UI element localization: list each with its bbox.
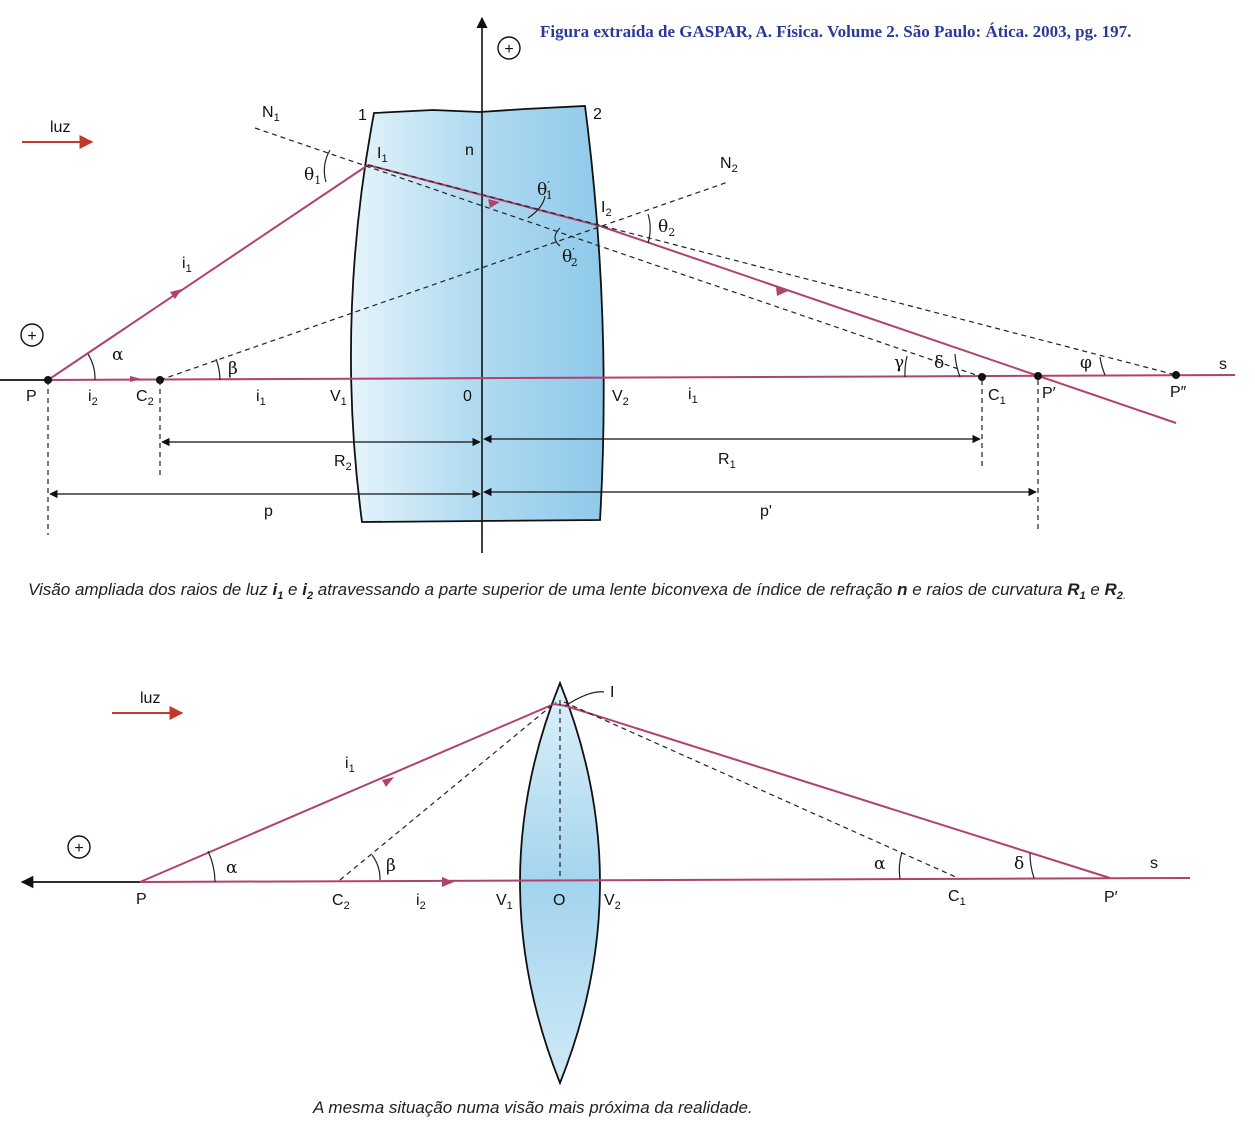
top-label-theta1prime: θ′ 1 <box>537 179 553 202</box>
top-point-c1 <box>978 373 986 381</box>
bottom-label-v1: $V_1$ <box>496 892 513 912</box>
svg-text:+: + <box>74 840 84 857</box>
top-arc-beta <box>216 359 220 380</box>
top-arc-phi <box>1100 357 1105 375</box>
top-label-phi: φ <box>1080 353 1092 373</box>
bottom-label-delta: δ <box>1014 854 1025 874</box>
bottom-ray-incident <box>140 704 554 882</box>
top-point-pprime <box>1034 372 1042 380</box>
top-label-n: n <box>465 142 474 159</box>
top-label-theta2: $\theta_2$ <box>658 217 676 239</box>
bottom-axis-arrow <box>442 877 454 887</box>
bottom-label-alpha-right: α <box>874 854 886 874</box>
bottom-arc-alpha <box>208 851 215 882</box>
top-label-face2: 2 <box>593 106 602 123</box>
top-label-ray-i1: $i_1$ <box>182 255 192 275</box>
top-label-i1-axis: $i_1$ <box>256 388 266 408</box>
bottom-label-v2: $V_2$ <box>604 892 621 912</box>
top-lens-body <box>351 106 604 522</box>
top-label-r2: $R_2$ <box>334 453 352 473</box>
top-label-p: P <box>26 388 37 405</box>
top-label-c2: $C_2$ <box>136 388 154 408</box>
top-arc-alpha <box>88 354 95 380</box>
top-luz-label: luz <box>50 119 71 136</box>
top-axis-arrow <box>130 376 142 382</box>
top-label-face1: 1 <box>358 107 367 124</box>
top-label-v1: $V_1$ <box>330 388 347 408</box>
top-label-delta: δ <box>934 353 945 373</box>
bottom-ray-emergent <box>566 706 1110 878</box>
bottom-arc-beta <box>372 855 380 880</box>
top-label-dim-pprime: p' <box>760 503 772 520</box>
bottom-label-c2: $C_2$ <box>332 892 350 912</box>
bottom-arc-alpha-right <box>899 852 902 879</box>
top-label-pprime: P′ <box>1042 385 1056 402</box>
citation-text: Figura extraída de GASPAR, A. Física. Volume 2. São Paulo: Ática. 2003, pg. 197. <box>540 22 1132 41</box>
top-label-i1-point: $I_1$ <box>377 145 388 165</box>
top-label-c1: $C_1$ <box>988 387 1006 407</box>
top-ray-incident <box>48 165 368 380</box>
top-label-pdouble: P″ <box>1170 384 1187 401</box>
bottom-i-pointer <box>565 692 604 706</box>
caption-bottom: A mesma situação numa visão mais próxima da realidade. <box>313 1098 753 1117</box>
top-arc-delta <box>955 354 960 377</box>
bottom-diagram <box>22 683 1190 1083</box>
top-point-pdouble <box>1172 371 1180 379</box>
top-label-i2-point: $I_2$ <box>601 199 612 219</box>
bottom-label-s: s <box>1150 855 1158 872</box>
bottom-label-i-point: I <box>610 684 615 701</box>
bottom-label-p: P <box>136 891 147 908</box>
top-diagram <box>0 18 1235 553</box>
top-label-n2: $N_2$ <box>720 155 738 175</box>
bottom-luz-label: luz <box>140 690 161 707</box>
bottom-label-pprime: P′ <box>1104 889 1118 906</box>
top-label-i1-right: $i_1$ <box>688 386 698 406</box>
top-label-n1: $N_1$ <box>262 104 280 124</box>
top-label-s: s <box>1219 356 1227 373</box>
top-label-beta: β <box>228 359 238 379</box>
top-optical-axis <box>48 375 1235 380</box>
top-label-i2-axis: $i_2$ <box>88 388 98 408</box>
top-label-theta2prime: θ′ 2 <box>562 246 578 269</box>
bottom-label-ray-i1: $i_1$ <box>345 755 355 775</box>
top-label-alpha: α <box>112 345 124 365</box>
bottom-arc-delta <box>1030 853 1034 878</box>
top-label-o: 0 <box>463 388 472 405</box>
top-plus-icon-y <box>498 37 520 59</box>
top-arc-gamma <box>905 356 907 377</box>
bottom-ray-arrow <box>382 777 394 787</box>
top-ray-emergent <box>600 226 1176 423</box>
bottom-lens-body <box>520 683 600 1083</box>
bottom-plus-icon <box>68 836 90 858</box>
bottom-label-beta: β <box>386 856 396 876</box>
bottom-label-alpha: α <box>226 858 238 878</box>
bottom-label-i2-axis: $i_2$ <box>416 892 426 912</box>
bottom-optical-axis <box>140 878 1190 882</box>
svg-text:+: + <box>504 41 514 58</box>
top-label-dim-p: p <box>264 503 273 520</box>
bottom-label-o: O <box>553 892 566 909</box>
svg-text:+: + <box>27 328 37 345</box>
top-label-v2: $V_2$ <box>612 388 629 408</box>
top-label-r1: $R_1$ <box>718 451 736 471</box>
caption-top: Visão ampliada dos raios de luz $i_1$ e $i_2$ atravessando a parte superior de uma lente biconvexa de índice de refração n e raios de curvatura $R_1$ e $R_2$. <box>28 580 1126 602</box>
bottom-dash-c1 <box>564 702 958 878</box>
top-label-gamma: γ <box>894 353 905 373</box>
bottom-label-c1: $C_1$ <box>948 888 966 908</box>
top-label-theta1: $\theta_1$ <box>304 165 322 187</box>
top-plus-icon-x <box>21 324 43 346</box>
top-arc-theta1 <box>324 150 330 182</box>
